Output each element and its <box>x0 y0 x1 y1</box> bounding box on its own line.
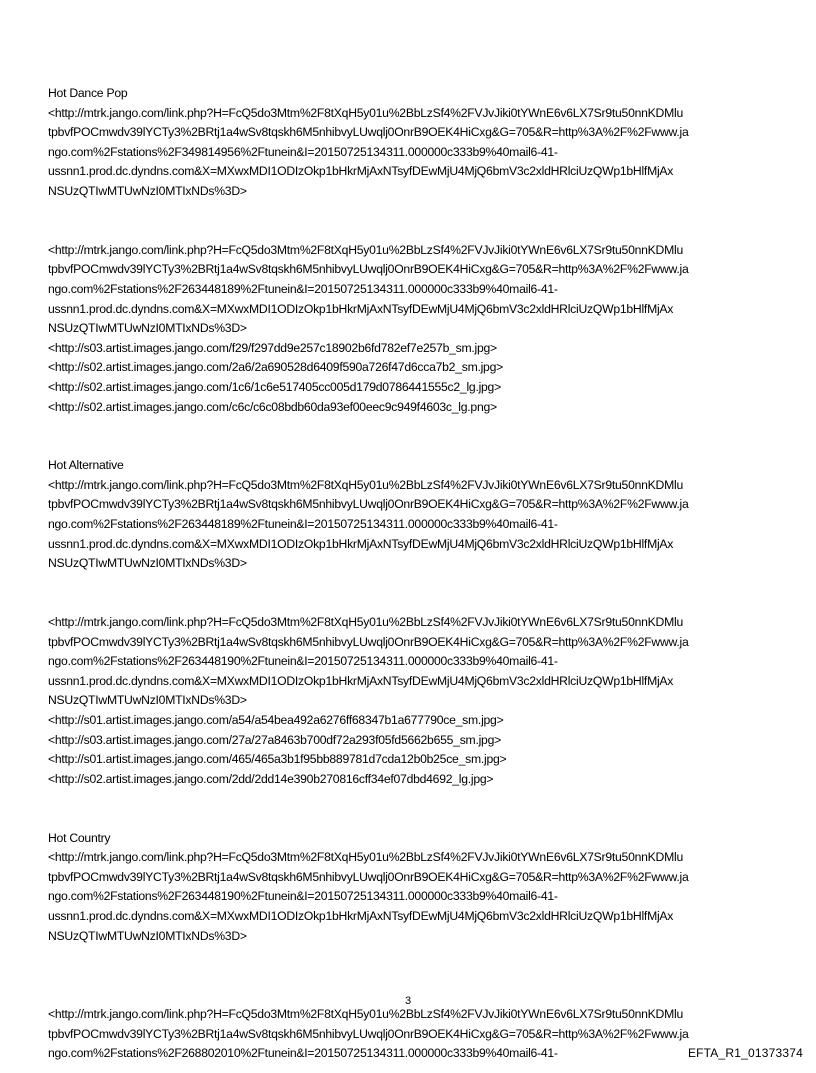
link-line: ussnn1.prod.dc.dyndns.com&X=MXwxMDI1ODIzOkp1bHkrMjAxNTsyfDEwMjU4MjQ6bmV3c2xldHRlciUzQWp1bHlfMjAx <box>48 536 674 551</box>
image-link-line: <http://s01.artist.images.jango.com/465/465a3b1f95bb889781d7cda12b0b25ce_sm.jpg> <box>48 752 507 767</box>
link-line: <http://mtrk.jango.com/link.php?H=FcQ5do3Mtm%2F8tXqH5y01u%2BbLzSf4%2FVJvJiki0tYWnE6v6LX7Sr9tu50nnKDMlu <box>48 850 683 865</box>
image-link-line: <http://s02.artist.images.jango.com/2a6/2a690528d6409f590a726f47d6cca7b2_sm.jpg> <box>48 360 503 375</box>
link-line: <http://mtrk.jango.com/link.php?H=FcQ5do3Mtm%2F8tXqH5y01u%2BbLzSf4%2FVJvJiki0tYWnE6v6LX7Sr9tu50nnKDMlu <box>48 242 683 257</box>
image-link-line: <http://s03.artist.images.jango.com/27a/27a8463b700df72a293f05fd5662b655_sm.jpg> <box>48 732 501 747</box>
image-link-line: <http://s02.artist.images.jango.com/1c6/1c6e517405cc005d179d0786441555c2_lg.jpg> <box>48 379 501 394</box>
link-line: ussnn1.prod.dc.dyndns.com&X=MXwxMDI1ODIzOkp1bHkrMjAxNTsyfDEwMjU4MjQ6bmV3c2xldHRlciUzQWp1bHlfMjAx <box>48 673 674 688</box>
section-heading-hot-dance-pop: Hot Dance Pop <box>48 86 128 100</box>
link-line: tpbvfPOCmwdv39lYCTy3%2BRtj1a4wSv8tqskh6M5nhibvyLUwqlj0OnrB9OEK4HiCxg&G=705&R=http%3A%2F%2Fwww.ja <box>48 125 689 140</box>
link-line: tpbvfPOCmwdv39lYCTy3%2BRtj1a4wSv8tqskh6M5nhibvyLUwqlj0OnrB9OEK4HiCxg&G=705&R=http%3A%2F%2Fwww.ja <box>48 262 689 277</box>
section-heading-hot-country: Hot Country <box>48 830 111 845</box>
link-line: ngo.com%2Fstations%2F263448190%2Ftunein&I=20150725134311.000000c333b9%40mail6-41- <box>48 889 558 904</box>
section-heading-hot-alternative: Hot Alternative <box>48 458 124 473</box>
document-id: EFTA_R1_01373374 <box>687 1046 803 1060</box>
link-line: <http://mtrk.jango.com/link.php?H=FcQ5do3Mtm%2F8tXqH5y01u%2BbLzSf4%2FVJvJiki0tYWnE6v6LX7Sr9tu50nnKDMlu <box>48 615 683 630</box>
link-line: ngo.com%2Fstations%2F263448189%2Ftunein&I=20150725134311.000000c333b9%40mail6-41- <box>48 517 558 532</box>
link-line: tpbvfPOCmwdv39lYCTy3%2BRtj1a4wSv8tqskh6M5nhibvyLUwqlj0OnrB9OEK4HiCxg&G=705&R=http%3A%2F%2Fwww.ja <box>48 1026 689 1041</box>
link-line: ussnn1.prod.dc.dyndns.com&X=MXwxMDI1ODIzOkp1bHkrMjAxNTsyfDEwMjU4MjQ6bmV3c2xldHRlciUzQWp1bHlfMjAx <box>48 301 674 316</box>
document-body <box>48 84 778 1064</box>
link-line: NSUzQTIwMTUwNzI0MTIxNDs%3D> <box>48 183 247 198</box>
link-line: NSUzQTIwMTUwNzI0MTIxNDs%3D> <box>48 321 247 336</box>
link-line: tpbvfPOCmwdv39lYCTy3%2BRtj1a4wSv8tqskh6M5nhibvyLUwqlj0OnrB9OEK4HiCxg&G=705&R=http%3A%2F%2Fwww.ja <box>48 497 689 512</box>
link-line: NSUzQTIwMTUwNzI0MTIxNDs%3D> <box>48 928 247 943</box>
image-link-line: <http://s02.artist.images.jango.com/2dd/2dd14e390b270816cff34ef07dbd4692_lg.jpg> <box>48 771 494 786</box>
image-link-line: <http://s03.artist.images.jango.com/f29/f297dd9e257c18902b6fd782ef7e257b_sm.jpg> <box>48 340 497 355</box>
link-line: <http://mtrk.jango.com/link.php?H=FcQ5do3Mtm%2F8tXqH5y01u%2BbLzSf4%2FVJvJiki0tYWnE6v6LX7Sr9tu50nnKDMlu <box>48 105 683 120</box>
link-line: NSUzQTIwMTUwNzI0MTIxNDs%3D> <box>48 693 247 708</box>
link-line: NSUzQTIwMTUwNzI0MTIxNDs%3D> <box>48 556 247 571</box>
link-line: ussnn1.prod.dc.dyndns.com&X=MXwxMDI1ODIzOkp1bHkrMjAxNTsyfDEwMjU4MjQ6bmV3c2xldHRlciUzQWp1bHlfMjAx <box>48 164 674 179</box>
link-line: ussnn1.prod.dc.dyndns.com&X=MXwxMDI1ODIzOkp1bHkrMjAxNTsyfDEwMjU4MjQ6bmV3c2xldHRlciUzQWp1bHlfMjAx <box>48 908 674 923</box>
link-line: ngo.com%2Fstations%2F263448189%2Ftunein&I=20150725134311.000000c333b9%40mail6-41- <box>48 281 558 296</box>
image-link-line: <http://s01.artist.images.jango.com/a54/a54bea492a6276ff68347b1a677790ce_sm.jpg> <box>48 713 504 727</box>
link-line: ngo.com%2Fstations%2F349814956%2Ftunein&I=20150725134311.000000c333b9%40mail6-41- <box>48 144 558 159</box>
link-line: ngo.com%2Fstations%2F263448190%2Ftunein&I=20150725134311.000000c333b9%40mail6-41- <box>48 654 558 669</box>
link-line: tpbvfPOCmwdv39lYCTy3%2BRtj1a4wSv8tqskh6M5nhibvyLUwqlj0OnrB9OEK4HiCxg&G=705&R=http%3A%2F%2Fwww.ja <box>48 634 689 649</box>
link-line: <http://mtrk.jango.com/link.php?H=FcQ5do3Mtm%2F8tXqH5y01u%2BbLzSf4%2FVJvJiki0tYWnE6v6LX7Sr9tu50nnKDMlu <box>48 1006 683 1021</box>
link-line: ngo.com%2Fstations%2F268802010%2Ftunein&I=20150725134311.000000c333b9%40mail6-41- <box>48 1046 558 1061</box>
image-link-line: <http://s02.artist.images.jango.com/c6c/c6c08bdb60da93ef00eec9c949f4603c_lg.png> <box>48 399 497 414</box>
link-line: <http://mtrk.jango.com/link.php?H=FcQ5do3Mtm%2F8tXqH5y01u%2BbLzSf4%2FVJvJiki0tYWnE6v6LX7Sr9tu50nnKDMlu <box>48 477 683 492</box>
page-number: 3 <box>404 995 412 1007</box>
link-line: tpbvfPOCmwdv39lYCTy3%2BRtj1a4wSv8tqskh6M5nhibvyLUwqlj0OnrB9OEK4HiCxg&G=705&R=http%3A%2F%2Fwww.ja <box>48 869 689 884</box>
